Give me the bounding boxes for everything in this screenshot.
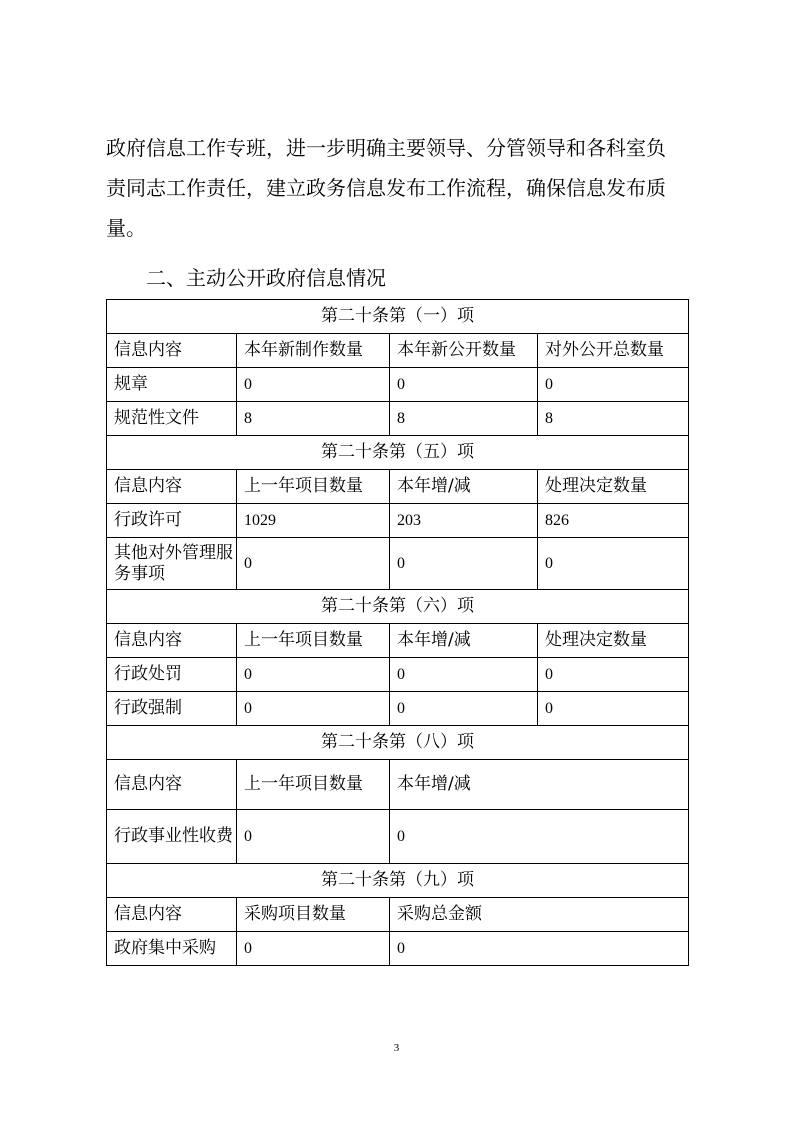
- section-title: 第二十条第（六）项: [107, 590, 689, 624]
- table-row: [107, 810, 689, 864]
- header-cell: 上一年项目数量: [237, 624, 390, 658]
- row-label: 行政处罚: [107, 658, 237, 692]
- cell-value: 0: [237, 810, 390, 864]
- section-title-row: [107, 436, 689, 470]
- table-row: [107, 368, 689, 402]
- cell-value: 203: [390, 504, 538, 538]
- table-row: [107, 932, 689, 966]
- paragraph-line: 政府信息工作专班，进一步明确主要领导、分管领导和各科室负: [106, 136, 666, 160]
- header-cell: 本年增/减: [390, 470, 538, 504]
- section-title-row: [107, 726, 689, 760]
- cell-value: 8: [538, 402, 689, 436]
- cell-value: 0: [390, 932, 689, 966]
- cell-value: 0: [237, 368, 390, 402]
- header-cell: 处理决定数量: [538, 470, 689, 504]
- table-header-row: [107, 334, 689, 368]
- body-paragraph: [106, 128, 696, 248]
- header-cell: 本年新制作数量: [237, 334, 390, 368]
- row-label: 规章: [107, 368, 237, 402]
- row-label: 行政强制: [107, 692, 237, 726]
- table-row: [107, 538, 689, 590]
- paragraph-line: 量。: [106, 216, 146, 240]
- table-row: [107, 504, 689, 538]
- cell-value: 0: [390, 692, 538, 726]
- header-cell: 信息内容: [107, 898, 237, 932]
- cell-value: 0: [390, 810, 689, 864]
- row-label: 行政许可: [107, 504, 237, 538]
- cell-value: 8: [390, 402, 538, 436]
- header-cell: 采购项目数量: [237, 898, 390, 932]
- header-cell: 本年新公开数量: [390, 334, 538, 368]
- section-title: 第二十条第（八）项: [107, 726, 689, 760]
- header-cell: 对外公开总数量: [538, 334, 689, 368]
- cell-value: 0: [538, 368, 689, 402]
- header-cell: 信息内容: [107, 334, 237, 368]
- section-title: 第二十条第（一）项: [107, 300, 689, 334]
- header-cell: 上一年项目数量: [237, 470, 390, 504]
- section-heading: 二、主动公开政府信息情况: [146, 266, 386, 290]
- table-header-row: [107, 760, 689, 810]
- cell-value: 0: [390, 538, 538, 590]
- table-row: [107, 402, 689, 436]
- section-title-row: [107, 590, 689, 624]
- row-label: 其他对外管理服务事项: [107, 538, 237, 590]
- table-header-row: [107, 470, 689, 504]
- cell-value: 0: [390, 368, 538, 402]
- row-label: 政府集中采购: [107, 932, 237, 966]
- paragraph-line: 责同志工作责任，建立政务信息发布工作流程，确保信息发布质: [106, 176, 666, 200]
- row-label: 规范性文件: [107, 402, 237, 436]
- cell-value: 826: [538, 504, 689, 538]
- cell-value: 8: [237, 402, 390, 436]
- section-title-row: [107, 300, 689, 334]
- table-header-row: [107, 898, 689, 932]
- disclosure-table: [106, 299, 689, 966]
- table-row: [107, 692, 689, 726]
- page-number: 3: [393, 1042, 400, 1054]
- header-cell: 本年增/减: [390, 624, 538, 658]
- cell-value: 1029: [237, 504, 390, 538]
- header-cell: 上一年项目数量: [237, 760, 390, 810]
- cell-value: 0: [237, 658, 390, 692]
- section-title: 第二十条第（九）项: [107, 864, 689, 898]
- row-label: 行政事业性收费: [107, 810, 237, 864]
- section-title: 第二十条第（五）项: [107, 436, 689, 470]
- cell-value: 0: [237, 692, 390, 726]
- cell-value: 0: [538, 538, 689, 590]
- header-cell: 处理决定数量: [538, 624, 689, 658]
- table-row: [107, 658, 689, 692]
- cell-value: 0: [390, 658, 538, 692]
- section-title-row: [107, 864, 689, 898]
- table-header-row: [107, 624, 689, 658]
- cell-value: 0: [538, 658, 689, 692]
- header-cell: 信息内容: [107, 624, 237, 658]
- cell-value: 0: [538, 692, 689, 726]
- cell-value: 0: [237, 538, 390, 590]
- header-cell: 采购总金额: [390, 898, 689, 932]
- header-cell: 信息内容: [107, 760, 237, 810]
- cell-value: 0: [237, 932, 390, 966]
- header-cell: 本年增/减: [390, 760, 689, 810]
- header-cell: 信息内容: [107, 470, 237, 504]
